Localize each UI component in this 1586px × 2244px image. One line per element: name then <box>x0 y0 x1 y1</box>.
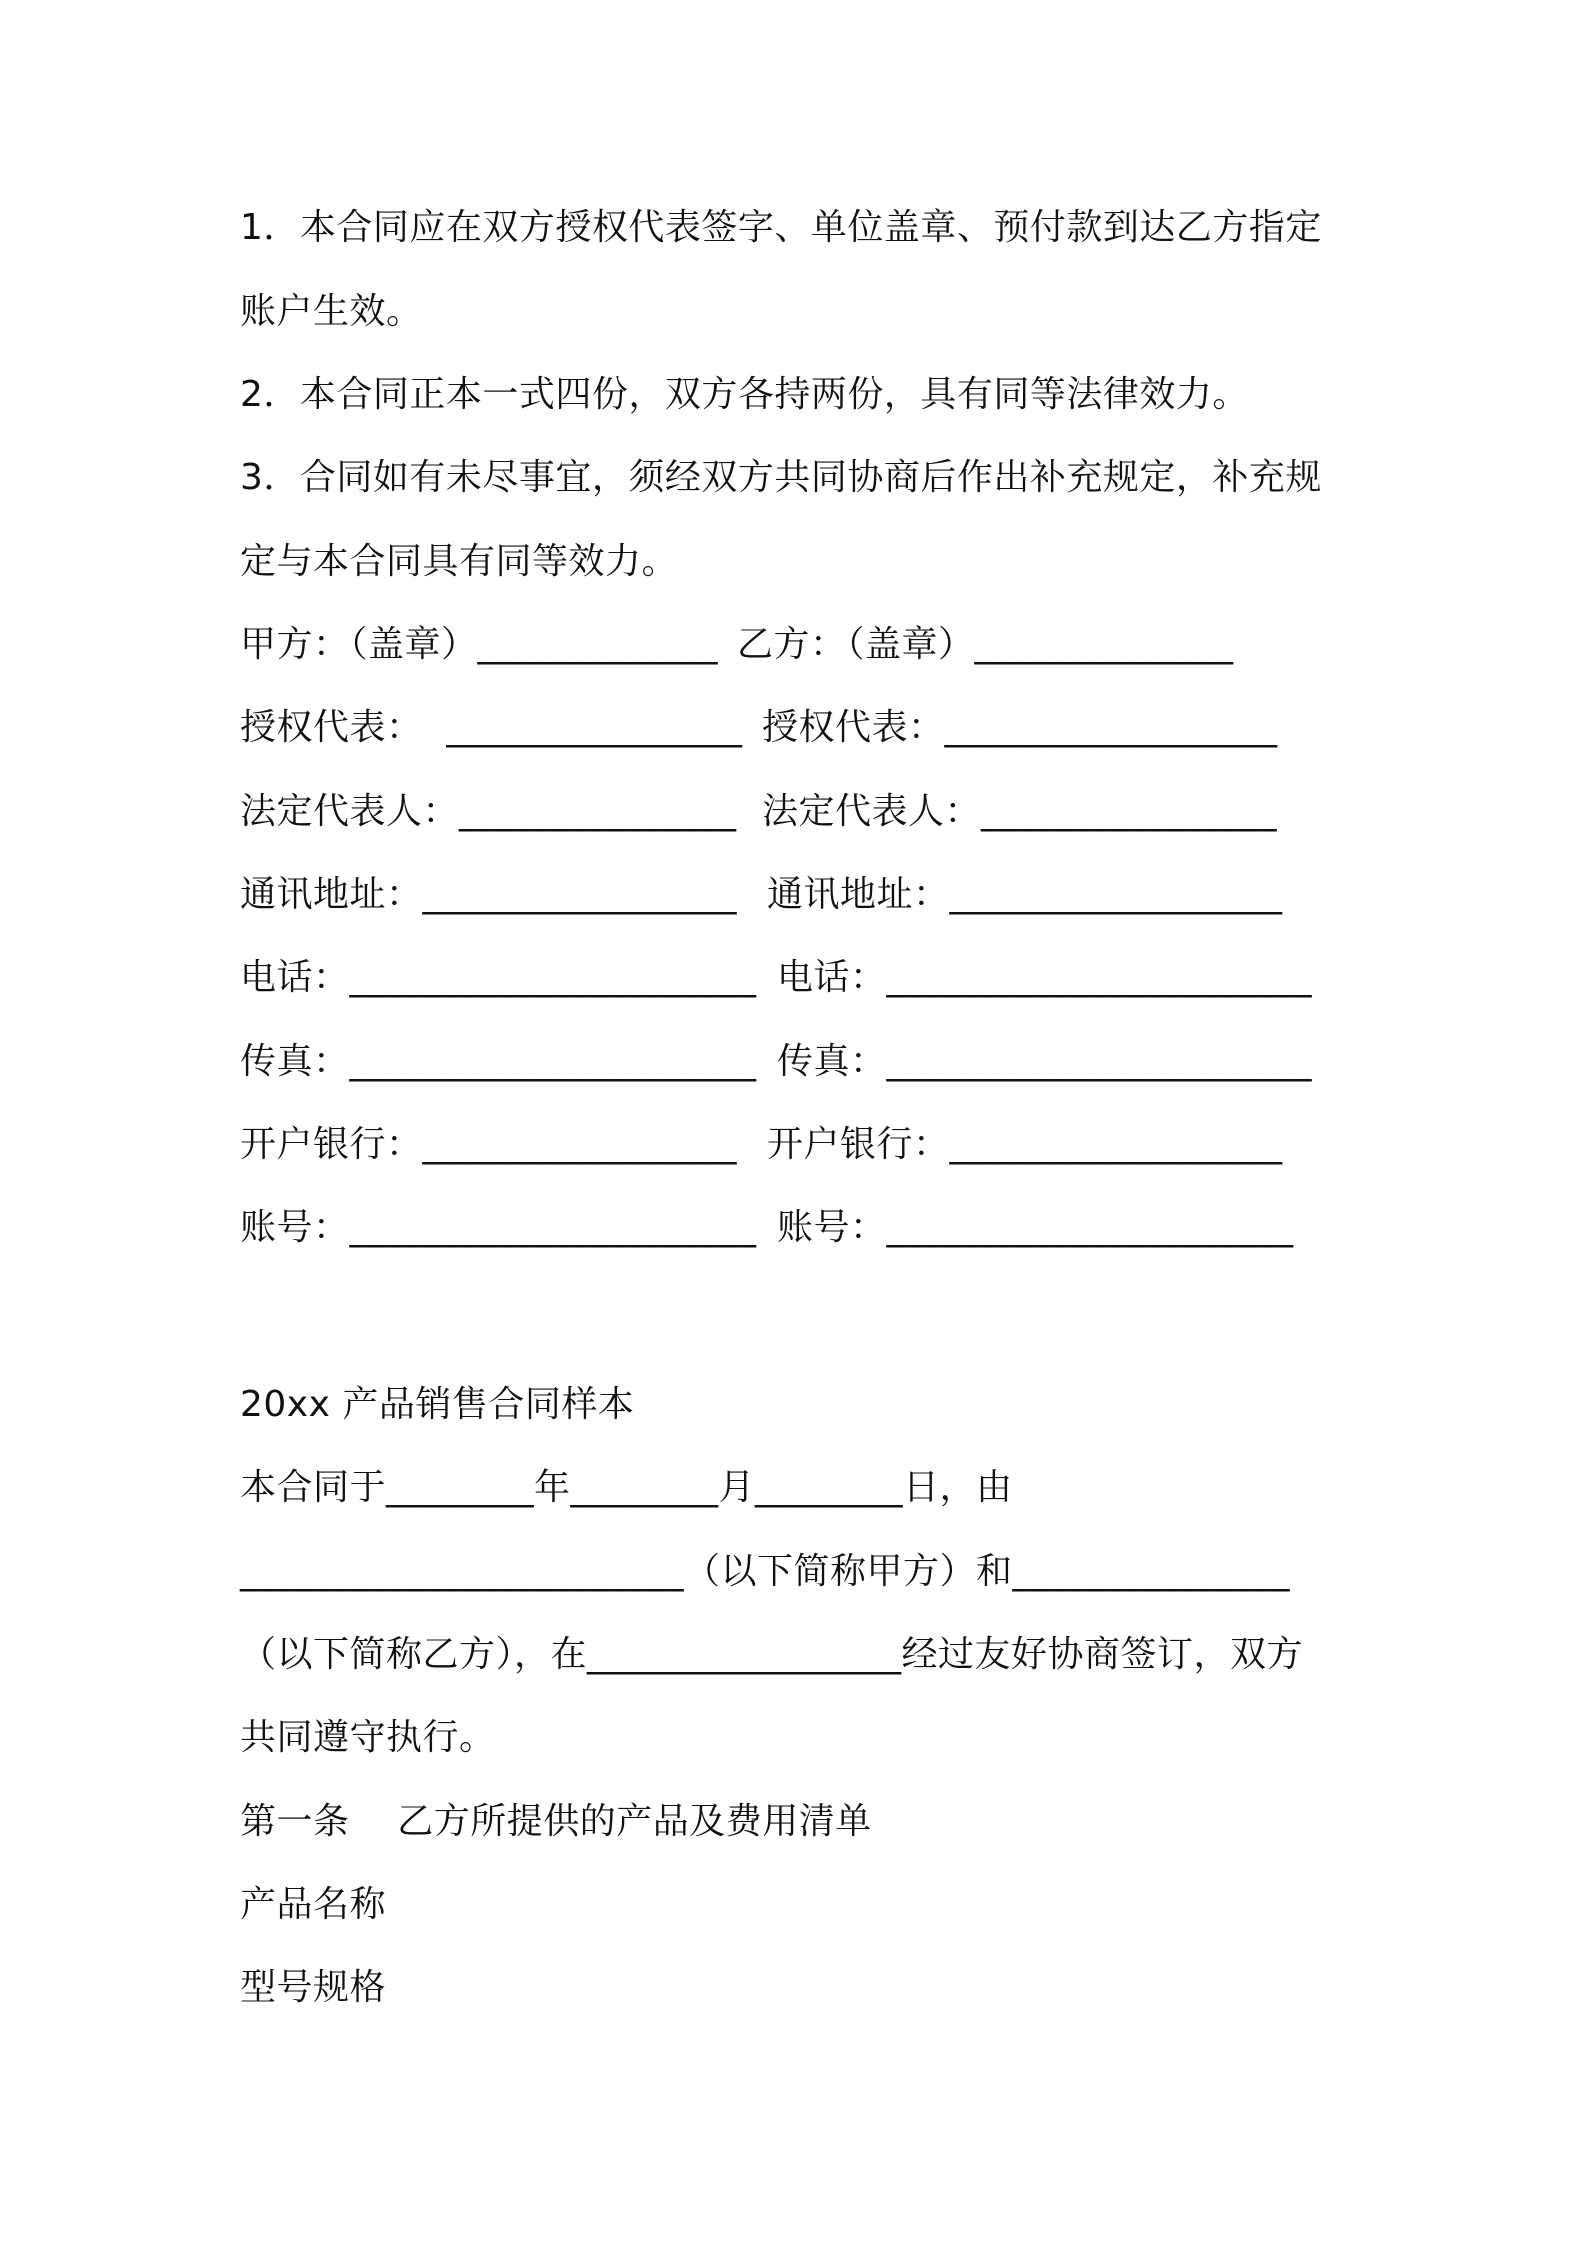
party-b-phone: 电话：_______________________ <box>777 957 1313 998</box>
party-b-authorized-rep: 授权代表：__________________ <box>762 707 1278 748</box>
clause-1-line-1: 1．本合同应在双方授权代表签字、单位盖章、预付款到达乙方指定 <box>240 207 1322 248</box>
party-b-bank: 开户银行：__________________ <box>767 1124 1283 1165</box>
article-1-heading: 第一条 乙方所提供的产品及费用清单 <box>240 1801 872 1842</box>
clause-1-line-2: 账户生效。 <box>240 291 423 332</box>
party-b-legal-rep: 法定代表人：________________ <box>762 791 1278 832</box>
party-a-phone: 电话：______________________ <box>240 957 757 998</box>
contract-compliance-line: 共同遵守执行。 <box>240 1717 496 1758</box>
clause-3-line-2: 定与本合同具有同等效力。 <box>240 541 679 582</box>
party-a-authorized-rep: 授权代表： ________________ <box>240 707 743 748</box>
party-a-legal-rep: 法定代表人：_______________ <box>240 791 737 832</box>
party-a-address: 通讯地址：_________________ <box>240 874 738 915</box>
clause-3-line-1: 3．合同如有未尽事宜，须经双方共同协商后作出补充规定，补充规 <box>240 457 1322 498</box>
contract-title: 20xx 产品销售合同样本 <box>240 1384 635 1425</box>
party-b-seal: 乙方：（盖章）______________ <box>737 624 1234 665</box>
party-b-fax: 传真：_______________________ <box>777 1041 1313 1082</box>
contract-place-line: （以下简称乙方），在_________________经过友好协商签订，双方 <box>240 1634 1304 1675</box>
contract-date-line: 本合同于________年________月________日，由 <box>240 1467 1013 1508</box>
model-spec-label: 型号规格 <box>240 1967 387 2008</box>
party-a-fax: 传真：______________________ <box>240 1041 757 1082</box>
clause-2: 2．本合同正本一式四份，双方各持两份，具有同等法律效力。 <box>240 374 1249 415</box>
product-name-label: 产品名称 <box>240 1884 387 1925</box>
contract-parties-line: ________________________（以下简称甲方）和_______________ <box>240 1551 1291 1592</box>
party-a-seal: 甲方：（盖章）_____________ <box>240 624 719 665</box>
party-b-address: 通讯地址：__________________ <box>767 874 1283 915</box>
party-a-account: 账号：______________________ <box>240 1207 757 1248</box>
party-b-account: 账号：______________________ <box>777 1207 1294 1248</box>
party-a-bank: 开户银行：_________________ <box>240 1124 738 1165</box>
